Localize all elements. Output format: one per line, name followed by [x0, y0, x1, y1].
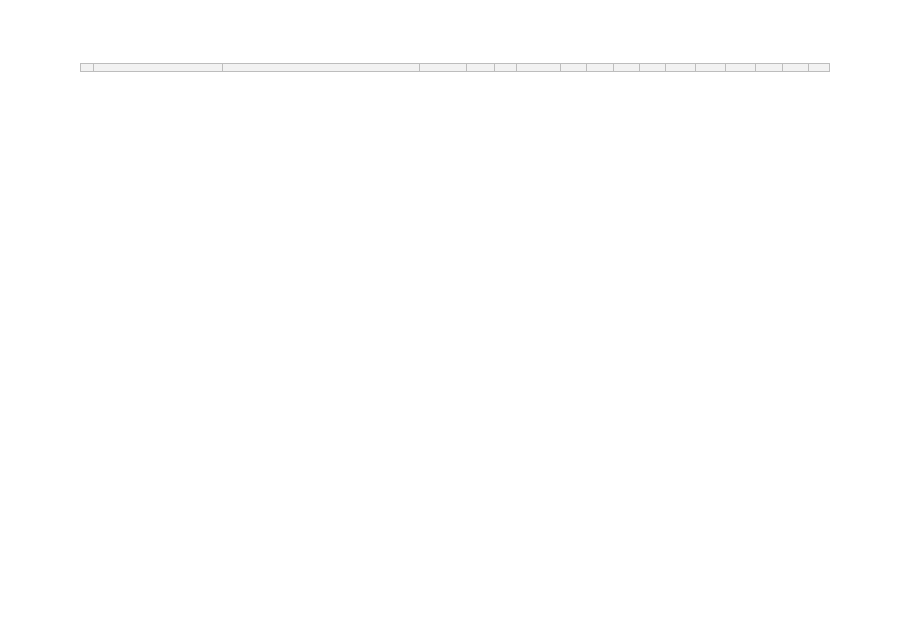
column-header [613, 64, 639, 72]
header-row [81, 64, 830, 72]
column-header [726, 64, 756, 72]
column-header [587, 64, 613, 72]
column-header [782, 64, 808, 72]
column-header [494, 64, 516, 72]
column-header [466, 64, 494, 72]
column-header [561, 64, 587, 72]
column-header [808, 64, 829, 72]
column-header [696, 64, 726, 72]
data-table [80, 63, 830, 72]
column-header [81, 64, 94, 72]
column-header [639, 64, 665, 72]
column-header [420, 64, 466, 72]
column-header [756, 64, 782, 72]
column-header [94, 64, 223, 72]
column-header [516, 64, 560, 72]
column-header [665, 64, 695, 72]
column-header [222, 64, 419, 72]
